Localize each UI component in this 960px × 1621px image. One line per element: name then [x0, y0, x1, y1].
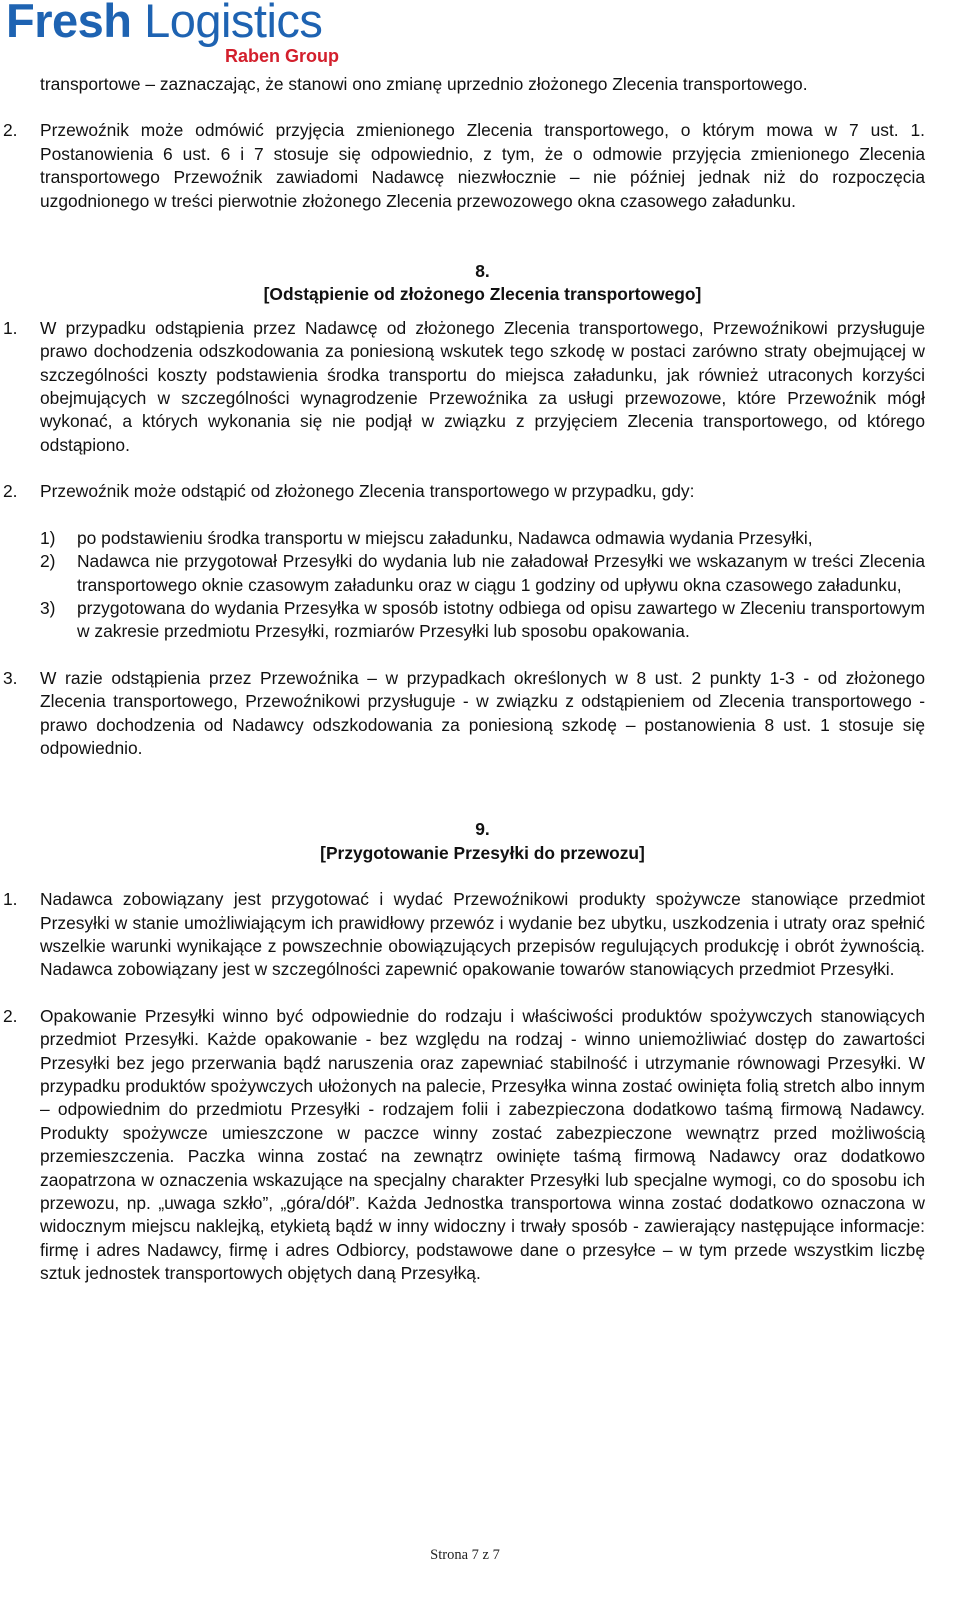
- list-text: po podstawieniu środka transportu w miejscu załadunku, Nadawca odmawia wydania Przesyłki,: [77, 527, 813, 548]
- point-number: 2.: [3, 1005, 18, 1026]
- document-body: [3, 73, 925, 1286]
- logo-wordmark: [6, 0, 322, 48]
- logo-raben-group: Raben Group: [225, 46, 340, 66]
- logo-fresh: Fresh: [6, 0, 132, 47]
- list-number: 2): [40, 551, 56, 572]
- section9-number: 9.: [475, 819, 490, 840]
- section8-title: [Odstąpienie od złożonego Zlecenia transportowego]: [263, 284, 702, 305]
- point-text: Opakowanie Przesyłki winno być odpowiednie do rodzaju i właściwości produktów spożywczych stanowiących przedmiot Przesyłki. Każde opakowanie - bez względu na rodzaj - winno uniemożliwiać dostęp do zawartości Przesyłki bez jego przerwania bądź naruszenia oraz zapewniać stabilność i utrzymanie równowagi Przesyłki. W przypadku produktów spożywczych ułożonych na palecie, Przesyłka winna zostać owinięta folią stretch albo innym – odpowiednim do przedmiotu Przesyłki - rodzajem folii i zabezpieczona dodatkowo taśmą firmową Nadawcy. Produkty spożywcze umieszczone w paczce winny zostać zabezpieczone wewnątrz przed możliwością przemieszczenia. Paczka winna zostać na zewnątrz owinięte taśmą firmową Nadawcy oraz dodatkowo zaopatrzona w oznaczenia wskazujące na specjalny charakter Przesyłki lub specjalne wymogi, co do sposobu ich przewozu, np. „uwaga szkło”, „góra/dół”. Każda Jednostka transportowa winna zostać dodatkowo oznaczona w widocznym miejscu naklejką, etykietą bądź w inny widoczny i trwały sposób - zawierający następujące informacje: firmę i adres Nadawcy, firmę i adres Odbiorcy, podstawowe dane o przesyłce – w tym przede wszystkim liczbę sztuk jednostek transportowych objętych daną Przesyłką.: [40, 1005, 925, 1284]
- section8-list-item-1: [40, 527, 925, 550]
- section9-point1: [3, 888, 925, 982]
- point-text: Nadawca zobowiązany jest przygotować i wydać Przewoźnikowi produkty spożywcze stanowiące przedmiot Przesyłki w stanie umożliwiającym ich prawidłowy przewóz i wydanie bez ubytku, uszkodzenia i utraty oraz spełnić wszelkie warunki wynikające z powszechnie obowiązujących przepisów regulujących produkcję i obrót żywnością. Nadawca zobowiązany jest w szczególności zapewnić opakowanie towarów stanowiących przedmiot Przesyłki.: [40, 889, 925, 980]
- point-number: 1.: [3, 889, 18, 910]
- section7-point2: [3, 119, 925, 213]
- point-text: W razie odstąpienia przez Przewoźnika – w przypadkach określonych w 8 ust. 2 punkty 1-3 - od złożonego Zlecenia transportowego, Przewoźnikowi przysługuje - w związku z odstąpieniem od Zlecenia transportowego - prawo dochodzenia od Nadawcy odszkodowania za poniesioną szkodę – postanowienia 8 ust. 1 stosuje się odpowiednio.: [40, 667, 925, 758]
- intro-paragraph: transportowe – zaznaczając, że stanowi ono zmianę uprzednio złożonego Zlecenia transportowego.: [40, 74, 808, 94]
- section8-list-item-2: [40, 550, 925, 597]
- point-number: 2.: [3, 481, 18, 502]
- point-number: 1.: [3, 317, 18, 338]
- section8-point1: [3, 317, 925, 457]
- point-text: Przewoźnik może odstąpić od złożonego Zlecenia transportowego w przypadku, gdy:: [40, 481, 695, 502]
- fresh-logistics-logo: [6, 0, 386, 70]
- point-text: W przypadku odstąpienia przez Nadawcę od złożonego Zlecenia transportowego, Przewoźnikowi przysługuje prawo dochodzenia odszkodowania za poniesioną wskutek tego szkodę w postaci zarówno straty obejmującej w szczególności koszty podstawienia środka transportu do miejsca załadunku, jak również utraconych korzyści obejmujących w szczególności wynagrodzenie Przewoźnika za usługi przewozowe, które Przewoźnik mógł wykonać, a których wykonania się nie podjął w związku z przyjęciem Zlecenia transportowego, od którego odstąpiono.: [40, 317, 925, 455]
- section9-point2: [3, 1005, 925, 1286]
- list-text: Nadawca nie przygotował Przesyłki do wydania lub nie załadował Przesyłki we wskazanym w treści Zlecenia transportowego oknie czasowym załadunku oraz w ciągu 1 godziny od upływu okna czasowego załadunku,: [77, 551, 925, 595]
- list-text: przygotowana do wydania Przesyłka w sposób istotny odbiega od opisu zawartego w Zleceniu transportowym w zakresie przedmiotu Przesyłki, rozmiarów Przesyłki lub sposobu opakowania.: [77, 597, 925, 642]
- section8-point2: [3, 480, 925, 503]
- point-number: 3.: [3, 667, 18, 688]
- point-number: 2.: [3, 120, 18, 141]
- section8-point3: [3, 667, 925, 761]
- list-number: 1): [40, 527, 56, 548]
- point-text: Przewoźnik może odmówić przyjęcia zmienionego Zlecenia transportowego, o którym mowa w 7 ust. 1. Postanowienia 6 ust. 6 i 7 stosuje się odpowiednio, z tym, że o odmowie przyjęcia zmienionego Zlecenia transportowego Przewoźnik zawiadomi Nadawcę niezwłocznie – nie później jednak niż do rozpoczęcia uzgodnionego w treści pierwotnie złożonego Zlecenia przewozowego okna czasowego załadunku.: [40, 120, 925, 211]
- section8-list-item-3: [40, 597, 925, 644]
- section8-number: 8.: [475, 261, 490, 282]
- page-footer: Strona 7 z 7: [430, 1547, 500, 1563]
- section9-title: [Przygotowanie Przesyłki do przewozu]: [320, 842, 645, 863]
- logo-logistics: Logistics: [144, 0, 323, 47]
- list-number: 3): [40, 597, 56, 618]
